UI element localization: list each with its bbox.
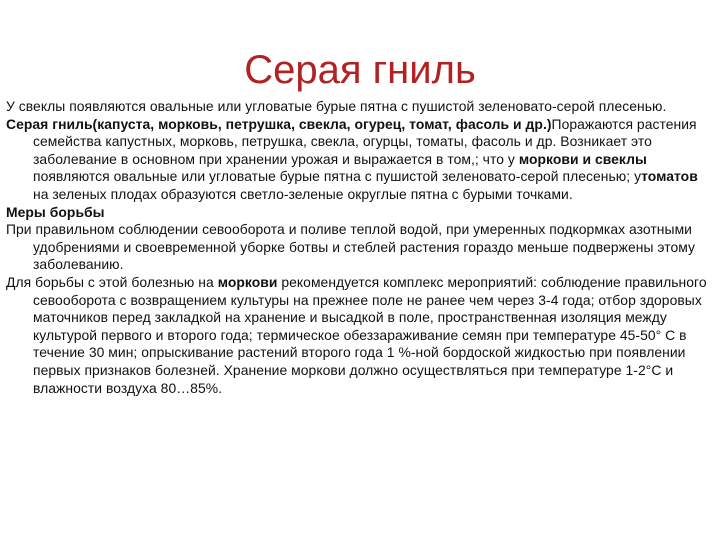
slide-title: Серая гниль bbox=[244, 48, 476, 92]
description-text-2: появляются овальные или угловатые бурые пятна с пушистой зеленовато-серой плесенью; у bbox=[33, 168, 642, 185]
paragraph-prevention: При правильном соблюдении севооборота и поливе теплой водой, при умеренных подкормках азотными удобрениями и своевременной уборке ботвы и стеблей растения гораздо меньше подвержены этому заболеванию. bbox=[6, 221, 696, 273]
carrot-measures-intro: Для борьбы с этой болезнью на bbox=[6, 273, 218, 290]
carrot-measures-text: рекомендуется комплекс мероприятий: соблюдение правильного севооборота с возвращением культуры на прежнее поле не ранее чем через 3-4 года; отбор здоровых маточников перед закладкой на хранение и высадкой в поле, пространственная изоляция между культурой первого и второго года; термическое обеззараживание семян при температуре 45-50° С в течение 30 мин; опрыскивание растений второго года 1 %-ной бордоской жидкостью при появлении первых признаков болезней. Хранение моркови должно осуществляться при температуре 1-2°С и влажности воздуха 80…85%. bbox=[33, 273, 707, 396]
paragraph-beet-symptoms: У свеклы появляются овальные или угловатые бурые пятна с пушистой зеленовато-серой плесенью. bbox=[6, 98, 667, 114]
host-plants-heading: Серая гниль(капуста, морковь, петрушка, свекла, огурец, томат, фасоль и др.) bbox=[6, 115, 552, 132]
tomato-emphasis: томатов bbox=[641, 168, 698, 185]
paragraph-carrot-measures bbox=[6, 274, 712, 397]
description-text-3: на зеленых плодах образуются светло-зеленые округлые пятна с бурыми точками. bbox=[33, 185, 573, 202]
carrot-emphasis: моркови bbox=[217, 273, 278, 290]
control-measures-label: Меры борьбы bbox=[6, 203, 105, 220]
paragraph-gray-rot-description bbox=[6, 116, 712, 204]
slide-body bbox=[6, 98, 712, 397]
description-text: Поражаются растения семейства капустных, морковь, петрушка, свекла, огурцы, томаты, фасоль и др. Возникает это заболевание в основном при хранении урожая и выражается в том,; что у bbox=[33, 115, 697, 167]
carrot-beet-emphasis: моркови и свеклы bbox=[518, 150, 647, 167]
control-measures-heading bbox=[6, 204, 712, 222]
